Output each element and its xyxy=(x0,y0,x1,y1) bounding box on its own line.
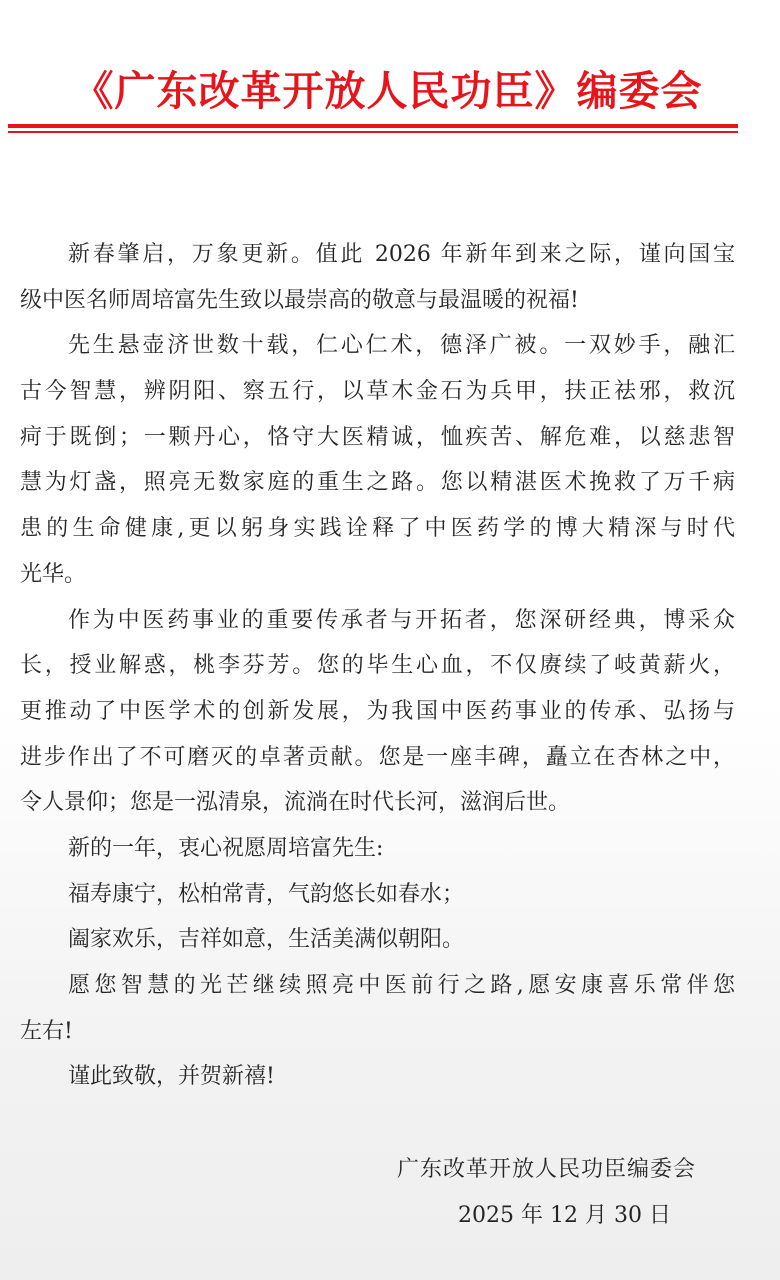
letter-line: 级中医名师周培富先生致以最崇高的敬意与最温暖的祝福! xyxy=(20,287,579,313)
letter-line: 阖家欢乐，吉祥如意，生活美满似朝阳。 xyxy=(68,927,465,953)
letter-line: 进步作出了不可磨灭的卓著贡献。您是一座丰碑，矗立在杏林之中， xyxy=(20,744,735,770)
letterhead-rule-thin xyxy=(8,131,738,133)
letter-line: 谨此致敬，并贺新禧! xyxy=(68,1064,275,1090)
letter-line: 患的生命健康,更以躬身实践诠释了中医药学的博大精深与时代 xyxy=(20,516,735,542)
letter-line: 古今智慧，辨阴阳、察五行，以草木金石为兵甲，扶正祛邪，救沉 xyxy=(20,379,735,405)
letter-line: 慧为灯盏，照亮无数家庭的重生之路。您以精湛医术挽救了万千病 xyxy=(20,470,735,496)
letter-line: 左右! xyxy=(20,1018,73,1044)
letter-line: 光华。 xyxy=(20,561,87,587)
letter-line: 新的一年，衷心祝愿周培富先生: xyxy=(68,835,384,861)
letter-line: 先生悬壶济世数十载，仁心仁术，德泽广被。一双妙手，融汇 xyxy=(68,333,735,359)
letter-line: 令人景仰；您是一泓清泉，流淌在时代长河，滋润后世。 xyxy=(20,790,571,816)
signature: 广东改革开放人民功臣编委会 xyxy=(397,1157,697,1182)
letter-line: 更推动了中医学术的创新发展，为我国中医药事业的传承、弘扬与 xyxy=(20,698,735,724)
letterhead-rule-thick xyxy=(8,124,738,128)
letter-line: 新春肇启，万象更新。值此 2026 年新年到来之际，谨向国宝 xyxy=(68,242,735,267)
letter-line: 疴于既倒；一颗丹心，恪守大医精诚，恤疾苦、解危难，以慈悲智 xyxy=(20,424,735,450)
letterhead-title: 《广东改革开放人民功臣》编委会 xyxy=(72,67,703,115)
letter-line: 福寿康宁，松柏常青，气韵悠长如春水； xyxy=(68,881,465,907)
letter-date: 2025 年 12 月 30 日 xyxy=(458,1203,671,1228)
letter-line: 作为中医药事业的重要传承者与开拓者，您深研经典，博采众 xyxy=(68,607,735,633)
letter-line: 长，授业解惑，桃李芬芳。您的毕生心血，不仅赓续了岐黄薪火， xyxy=(20,653,735,679)
letter-body xyxy=(20,232,735,1100)
letter-line: 愿您智慧的光芒继续照亮中医前行之路,愿安康喜乐常伴您 xyxy=(68,973,735,998)
